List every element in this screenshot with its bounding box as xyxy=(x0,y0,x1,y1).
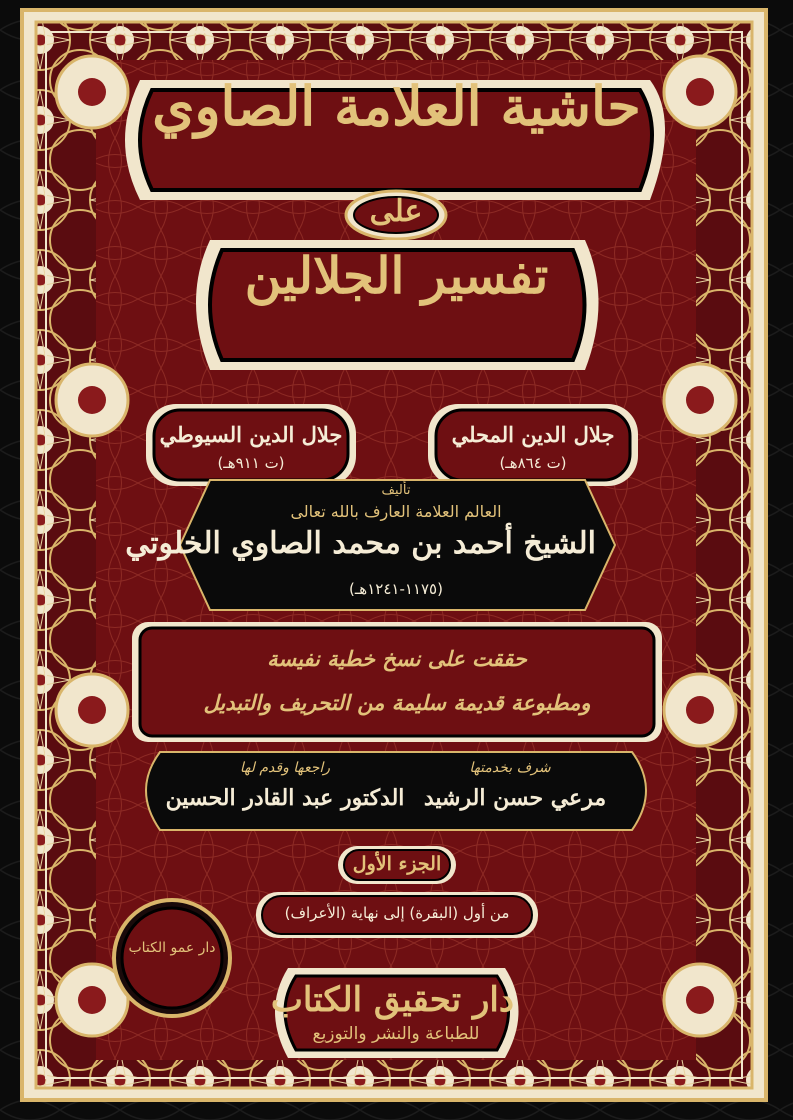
publisher-name: دار تحقيق الكتاب xyxy=(270,980,514,1020)
book-subtitle: تفسير الجلالين xyxy=(244,246,549,305)
volume-label: الجزء الأول xyxy=(352,853,442,875)
stamp-text: دار عمو الكتاب xyxy=(128,940,216,956)
authorship-label: تأليف xyxy=(381,483,411,498)
connector-word: على xyxy=(369,194,423,229)
author-name: الشيخ أحمد بن محمد الصاوي الخلوتي xyxy=(125,526,596,561)
author-dates: (١١٧٥-١٢٤١هـ) xyxy=(349,580,443,598)
credit-left-name: الدكتور عبد القادر الحسين xyxy=(165,785,405,811)
author-honorific: العالم العلامة العارف بالله تعالى xyxy=(290,502,502,521)
credit-right-name: مرعي حسن الرشيد xyxy=(423,785,607,811)
author-right-date: (ت ٨٦٤هـ) xyxy=(499,454,567,472)
volume-range: من أول (البقرة) إلى نهاية (الأعراف) xyxy=(284,904,510,922)
credit-right-role: شرف بخدمتها xyxy=(469,760,551,776)
author-left-name: جلال الدين السيوطي xyxy=(159,422,343,447)
credit-left-role: راجعها وقدم لها xyxy=(239,760,331,776)
verification-line-2: ومطبوعة قديمة سليمة من التحريف والتبديل xyxy=(203,690,591,715)
author-left-date: (ت ٩١١هـ) xyxy=(217,454,285,472)
author-right-name: جلال الدين المحلي xyxy=(451,422,615,447)
book-title: حاشية العلامة الصاوي xyxy=(152,74,641,138)
verification-line-1: حققت على نسخ خطية نفيسة xyxy=(267,646,527,671)
publisher-tagline: للطباعة والنشر والتوزيع xyxy=(312,1024,480,1044)
